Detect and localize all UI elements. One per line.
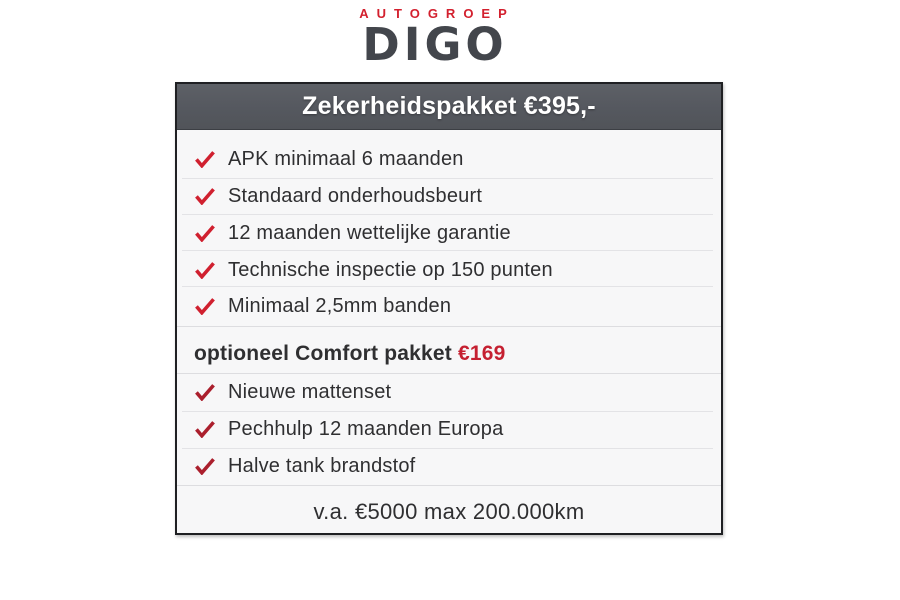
comfort-pakket-heading bbox=[194, 342, 711, 366]
logo-digo-label: DIGO bbox=[362, 18, 508, 71]
package-item-label: Standaard onderhoudsbeurt bbox=[228, 184, 483, 207]
check-icon bbox=[194, 420, 216, 438]
divider bbox=[182, 214, 713, 215]
price-conditions: v.a. €5000 max 200.000km bbox=[313, 499, 585, 524]
package-title: Zekerheidspakket €395,- bbox=[302, 92, 596, 120]
comfort-pakket-label: optioneel Comfort pakket bbox=[194, 342, 459, 365]
section-divider bbox=[177, 326, 721, 327]
divider bbox=[182, 250, 713, 251]
package-item-label: Minimaal 2,5mm banden bbox=[228, 294, 452, 317]
comfort-pakket-price: €169 bbox=[458, 342, 506, 365]
package-item-label: Technische inspectie op 150 punten bbox=[228, 258, 553, 281]
divider bbox=[182, 411, 713, 412]
check-icon bbox=[194, 261, 216, 279]
dealer-logo bbox=[0, 6, 866, 71]
check-icon bbox=[194, 297, 216, 315]
divider bbox=[177, 373, 721, 374]
package-item-label: APK minimaal 6 maanden bbox=[228, 147, 464, 170]
package-item-label: Pechhulp 12 maanden Europa bbox=[228, 417, 504, 440]
check-icon bbox=[194, 383, 216, 401]
check-icon bbox=[194, 187, 216, 205]
check-icon bbox=[194, 457, 216, 475]
divider bbox=[177, 485, 721, 486]
logo-autogroep-label: AUTOGROEP bbox=[359, 6, 515, 21]
package-card-header bbox=[177, 84, 721, 130]
divider bbox=[182, 448, 713, 449]
package-item-label: Halve tank brandstof bbox=[228, 454, 416, 477]
divider bbox=[182, 286, 713, 287]
check-icon bbox=[194, 150, 216, 168]
divider bbox=[182, 178, 713, 179]
package-item-label: Nieuwe mattenset bbox=[228, 380, 392, 403]
package-card bbox=[175, 82, 723, 535]
check-icon bbox=[194, 224, 216, 242]
package-item-label: 12 maanden wettelijke garantie bbox=[228, 221, 511, 244]
